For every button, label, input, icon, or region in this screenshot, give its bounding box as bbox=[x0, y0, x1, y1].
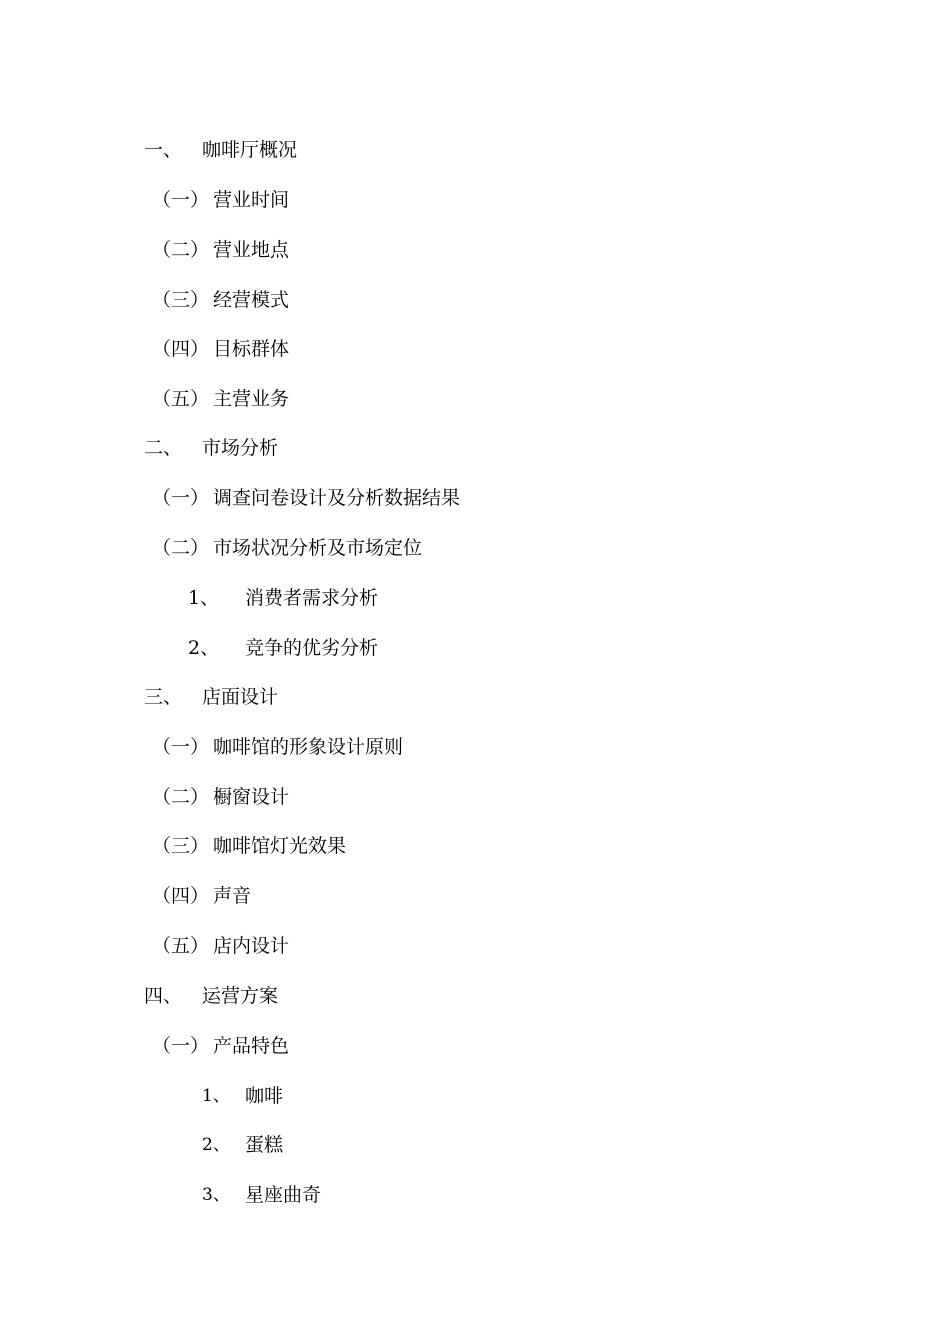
toc-number: （二） bbox=[152, 786, 210, 808]
toc-text: 竞争的优劣分析 bbox=[245, 637, 379, 659]
toc-number: 2、 bbox=[188, 637, 220, 659]
toc-number: （三） bbox=[152, 835, 210, 857]
toc-number: （四） bbox=[152, 885, 210, 907]
toc-number: 1、 bbox=[202, 1086, 230, 1106]
toc-text: 声音 bbox=[213, 885, 252, 907]
toc-text: 营业时间 bbox=[213, 189, 290, 211]
toc-number: （三） bbox=[152, 289, 210, 311]
toc-number: 三、 bbox=[144, 686, 183, 708]
toc-text: 消费者需求分析 bbox=[245, 587, 379, 609]
toc-number: （二） bbox=[152, 239, 210, 261]
toc-text: 星座曲奇 bbox=[245, 1184, 322, 1206]
toc-text: 运营方案 bbox=[202, 985, 279, 1007]
toc-number: 2、 bbox=[202, 1135, 230, 1155]
toc-number: 四、 bbox=[144, 985, 183, 1007]
toc-text: 蛋糕 bbox=[245, 1134, 284, 1156]
toc-number: （一） bbox=[152, 736, 210, 758]
toc-number: 一、 bbox=[144, 139, 183, 161]
toc-number: （一） bbox=[152, 1035, 210, 1057]
toc-text: 咖啡 bbox=[245, 1085, 284, 1107]
toc-text: 调查问卷设计及分析数据结果 bbox=[213, 487, 461, 509]
toc-text: 经营模式 bbox=[213, 289, 290, 311]
toc-text: 橱窗设计 bbox=[213, 786, 290, 808]
toc-text: 店面设计 bbox=[202, 686, 279, 708]
toc-text: 产品特色 bbox=[213, 1035, 290, 1057]
toc-number: 3、 bbox=[202, 1185, 230, 1205]
toc-number: 二、 bbox=[144, 437, 183, 459]
toc-text: 营业地点 bbox=[213, 239, 290, 261]
toc-text: 市场状况分析及市场定位 bbox=[213, 537, 423, 559]
toc-text: 主营业务 bbox=[213, 388, 290, 410]
toc-number: （五） bbox=[152, 388, 210, 410]
toc-number: 1、 bbox=[188, 587, 220, 609]
toc-number: （四） bbox=[152, 338, 210, 360]
toc-text: 咖啡馆灯光效果 bbox=[213, 835, 347, 857]
toc-number: （一） bbox=[152, 189, 210, 211]
toc-number: （五） bbox=[152, 935, 210, 957]
toc-text: 市场分析 bbox=[202, 437, 279, 459]
toc-text: 咖啡馆的形象设计原则 bbox=[213, 736, 404, 758]
toc-text: 咖啡厅概况 bbox=[202, 139, 298, 161]
toc-text: 店内设计 bbox=[213, 935, 290, 957]
toc-number: （一） bbox=[152, 487, 210, 509]
toc-text: 目标群体 bbox=[213, 338, 290, 360]
toc-number: （二） bbox=[152, 537, 210, 559]
